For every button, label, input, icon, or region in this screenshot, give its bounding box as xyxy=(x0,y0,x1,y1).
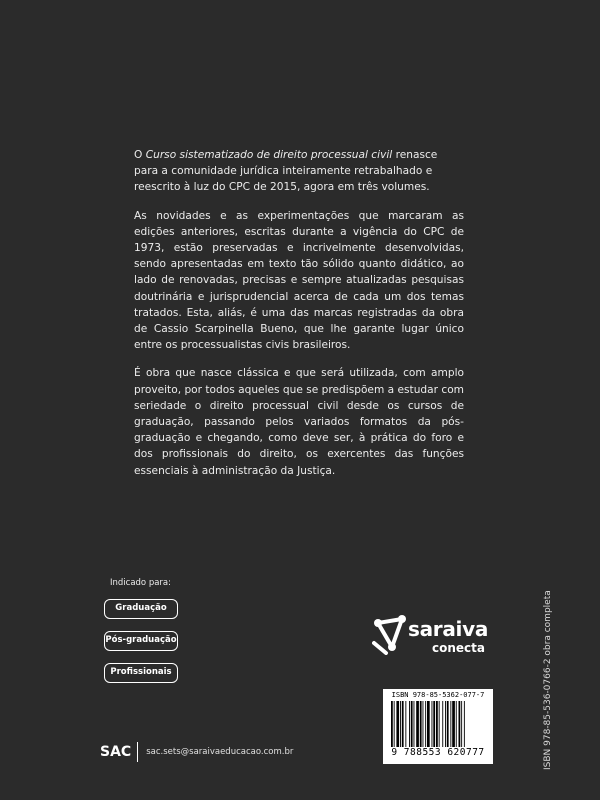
audience-badge-profissionais: Profissionais xyxy=(104,663,178,683)
audience-badge-pos-graduacao: Pós-graduação xyxy=(104,631,178,651)
barcode-bars xyxy=(389,701,487,747)
blurb-paragraph-3: É obra que nasce clássica e que será utilizada, com amplo proveito, por todos aqueles que se predispõem a estudar com seriedade o direito processual civil desde os cursos de graduação, passando pelos variados formatos da pós-graduação e chegando, como deve ser, à prática do foro e dos profissionais do direito, os exercentes das funções essenciais à administração da Justiça. xyxy=(134,367,464,477)
logo-brand-text: saraiva xyxy=(408,617,489,641)
barcode-bar xyxy=(414,701,415,747)
book-title: Curso sistematizado de direito processual civil xyxy=(145,149,393,161)
barcode-bar xyxy=(402,701,404,747)
blurb-paragraph-1: O Curso sistematizado de direito processual civil renasce para a comunidade jurídica inteiramente retrabalhado e reescrito à luz do CPC de 2015, agora em três volumes. xyxy=(134,149,438,194)
indicated-for-section xyxy=(104,578,178,695)
sac-divider xyxy=(137,742,138,762)
isbn-barcode xyxy=(383,689,493,764)
barcode-bar xyxy=(425,701,426,747)
barcode-bar xyxy=(411,701,413,747)
sac-label: SAC xyxy=(100,744,132,760)
barcode-bar xyxy=(391,701,393,747)
barcode-bar xyxy=(456,701,457,747)
barcode-bar xyxy=(433,701,435,747)
barcode-bar xyxy=(427,701,430,747)
side-isbn-text: ISBN 978-85-536-0766-2 obra completa xyxy=(543,590,553,770)
barcode-bar xyxy=(423,701,424,747)
barcode-bar xyxy=(396,701,399,747)
back-cover-blurb xyxy=(134,147,464,491)
barcode-bar xyxy=(447,701,449,747)
barcode-bar xyxy=(445,701,446,747)
sac-contact xyxy=(100,742,293,762)
barcode-bar xyxy=(450,701,451,747)
barcode-bar xyxy=(464,701,465,747)
indicated-for-label: Indicado para: xyxy=(110,578,172,588)
saraiva-conecta-logo xyxy=(372,615,502,663)
barcode-bar xyxy=(442,701,443,747)
barcode-bar xyxy=(436,701,438,747)
barcode-bar xyxy=(461,701,462,747)
barcode-bar xyxy=(394,701,395,747)
barcode-bar xyxy=(409,701,410,747)
isbn-label: ISBN 978-85-5362-077-7 xyxy=(391,691,485,699)
barcode-bar xyxy=(405,701,406,747)
barcode-bar xyxy=(400,701,401,747)
barcode-bar xyxy=(420,701,422,747)
logo-sub-text: conecta xyxy=(432,641,485,655)
sac-email[interactable]: sac.sets@saraivaeducacao.com.br xyxy=(146,747,294,757)
blurb-paragraph-2: As novidades e as experimentações que marcaram as edições anteriores, escritas durante a vigência do CPC de 1973, estão preservadas e incrivelmente desenvolvidas, sendo apresentadas em texto tão sólido quanto didático, ao lado de renovadas, precisas e sempre atualizadas pesquisas doutrinária e jurisprudencial acerca de cada um dos temas tratados. Esta, aliás, é uma das marcas registradas da obra de Cassio Scarpinella Bueno, que lhe garante lugar único entre os processualistas civis brasileiros. xyxy=(134,209,464,352)
barcode-digits: 9 788553 620777 xyxy=(391,747,485,758)
barcode-bar xyxy=(439,701,440,747)
barcode-bar xyxy=(459,701,461,747)
network-triangle-icon xyxy=(372,615,410,655)
barcode-bar xyxy=(416,701,419,747)
barcode-bar xyxy=(432,701,433,747)
barcode-bar xyxy=(452,701,455,747)
audience-badge-graduacao: Graduação xyxy=(104,599,178,619)
